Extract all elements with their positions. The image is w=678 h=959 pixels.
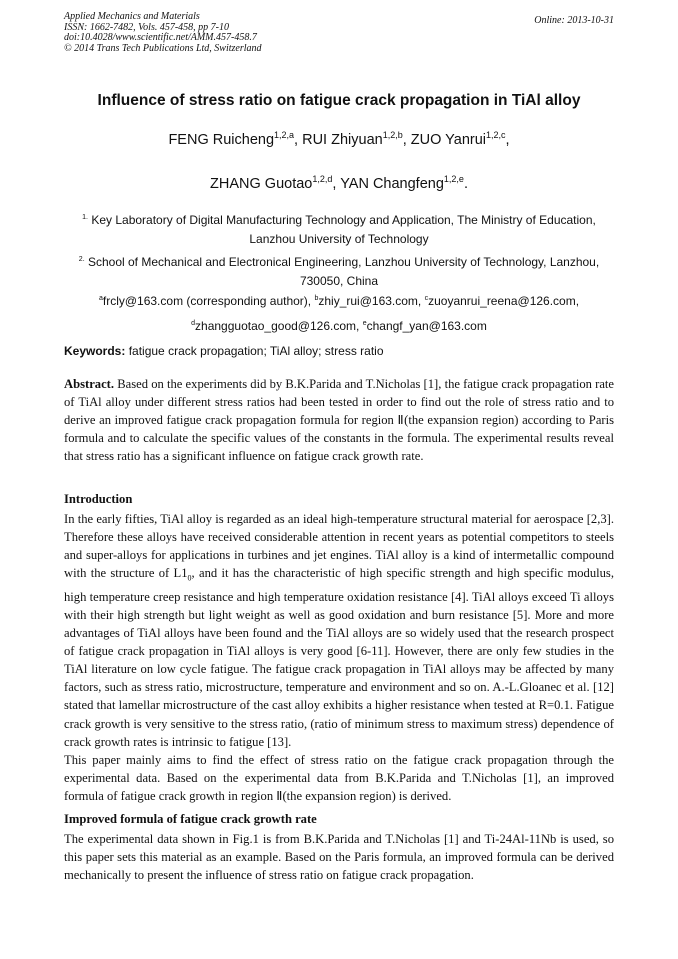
affiliation-2-number: 2.: [78, 256, 85, 263]
line1-author-1: RUI Zhiyuan: [302, 131, 383, 148]
intro-p1-part-a: In the early fifties, TiAl alloy is regarded as an ideal high-temperature structural material for aerospace [2,3]. Therefore these alloys have received considerable attention in recent years as potential competitors to steels and super-alloys for applications in turbines and jet engines. TiAl alloy is a kind of intermetallic compound with the structure of L1: [64, 512, 614, 581]
keywords: [64, 344, 384, 358]
introduction-paragraph-1: [64, 510, 614, 751]
issn-line: ISSN: 1662-7482, Vols. 457-458, pp 7-10: [64, 21, 229, 33]
introduction-paragraph-2: This paper mainly aims to find the effect of stress ratio on the fatigue crack propagation through the experimental data. Based on the experimental data from B.K.Parida and T.Nicholas [1], an improved formula of fatigue crack growth in region Ⅱ(the expansion region) is derived.: [64, 752, 614, 803]
affiliation-2: [64, 250, 614, 291]
authors-line-2: ZHANG Guotao$^{1,2,d}$, YAN Changfeng$^{1,2,e}$.: [210, 174, 468, 192]
authors-line-1: FENG Ruicheng$^{1,2,a}$, RUI Zhiyuan$^{1,2,b}$, ZUO Yanrui$^{1,2,c}$,: [168, 130, 510, 148]
line1-email-sup-1: b: [314, 295, 319, 302]
line2-email-1: changf_yan@163.com: [366, 319, 487, 333]
section-improved-formula-body: [64, 830, 614, 884]
line2-email-sup-1: e: [362, 320, 367, 327]
line1-email-1: zhiy_rui@163.com,: [318, 294, 425, 308]
intro-p1-part-b: , and it has the characteristic of high specific strength and high specific modulus, high temperature creep resistance and high temperature oxidation resistance [4]. TiAl alloys exceed Ti alloys with their high strength but light weight as well as good oxidation and burn resistance [5]. More and more advantages of TiAl alloys have been found and the TiAl alloys are so widely used that the research prospect of fatigue crack propagation in TiAl alloys is very good [6-11]. However, there are only few studies in the TiAl literature on low cycle fatigue. The fatigue crack propagation in TiAl alloys may be affected by many factors, such as stress ratio, microstructure, temperature and environment and so on. A.-L.Gloanec et al. [12] stated that lamellar microstructure of the cast alloy exhibits a higher resistance when tested at R=0.1. Fatigue crack growth is very sensitive to the stress ratio, (ratio of minimum stress to maximum stress) dependence of crack growth rates is intrinsic to fatigue [13].: [64, 566, 614, 749]
line1-author-sup-0: 1,2,a: [274, 130, 295, 140]
introduction-heading: Introduction: [64, 492, 133, 506]
emails-line-1: [40, 294, 638, 308]
section2-paragraph-1: The experimental data shown in Fig.1 is from B.K.Parida and T.Nicholas [1] and Ti-24Al-11Nb is used, so this paper sets this material as an example. Based on the Paris formula, an improved formula can be derived mechanically to present the influence of stress ratio on fatigue crack propagation.: [64, 832, 614, 883]
doi-line: doi:10.4028/www.scientific.net/AMM.457-458.7: [64, 32, 257, 43]
line2-author-sup-1: 1,2,e: [443, 174, 464, 184]
line1-author-sup-1: 1,2,b: [382, 130, 403, 140]
line1-email-2: zuoyanrui_reena@126.com,: [428, 294, 580, 308]
line2-email-0: zhangguotao_good@126.com,: [195, 319, 363, 333]
emails-line-2: [40, 319, 638, 333]
line1-email-sup-0: a: [98, 295, 103, 302]
abstract-text: Based on the experiments did by B.K.Parida and T.Nicholas [1], the fatigue crack propagation rate of TiAl alloy under different stress ratios had been tested in order to find out the role of stress ratio and to derive an improved fatigue crack propagation formula for region Ⅱ(the expansion region) according to Paris formula and to calculate the specific values of the constants in the formula. The experimental results reveal that stress ratio has a significant influence on fatigue crack growth rate.: [64, 377, 614, 464]
introduction-body: [64, 510, 614, 805]
keywords-text: fatigue crack propagation; TiAl alloy; stress ratio: [128, 344, 384, 358]
journal-name: Applied Mechanics and Materials: [64, 11, 200, 22]
line2-author-1: YAN Changfeng: [340, 175, 444, 192]
journal-header: [64, 12, 262, 54]
line1-author-0: FENG Ruicheng: [168, 131, 275, 148]
copyright-line: © 2014 Trans Tech Publications Ltd, Switzerland: [64, 42, 262, 54]
line1-author-2: ZUO Yanrui: [410, 131, 487, 148]
line2-email-sup-0: d: [191, 320, 196, 327]
intro-p1-subscript: 0: [187, 573, 192, 583]
keywords-label: Keywords:: [64, 344, 126, 358]
paper-title: Influence of stress ratio on fatigue crack propagation in TiAl alloy: [97, 92, 581, 109]
line1-author-sup-2: 1,2,c: [486, 130, 506, 140]
line1-email-sup-2: c: [424, 295, 429, 302]
online-date: Online: 2013-10-31: [534, 15, 614, 26]
affiliation-2-text: School of Mechanical and Electronical Engineering, Lanzhou University of Technology, Lanzhou, 730050, China: [87, 255, 600, 288]
affiliation-1-text: Key Laboratory of Digital Manufacturing Technology and Application, The Ministry of Education, Lanzhou University of Technology: [91, 213, 596, 246]
affiliation-1-number: 1.: [82, 214, 88, 221]
abstract-label: Abstract.: [64, 377, 115, 391]
line2-author-0: ZHANG Guotao: [210, 175, 313, 192]
section-improved-formula-heading: Improved formula of fatigue crack growth rate: [64, 812, 317, 826]
line1-email-0: frcly@163.com (corresponding author),: [102, 294, 315, 308]
abstract: [64, 375, 614, 465]
affiliation-1: [64, 208, 614, 249]
line2-author-sup-0: 1,2,d: [312, 174, 333, 184]
